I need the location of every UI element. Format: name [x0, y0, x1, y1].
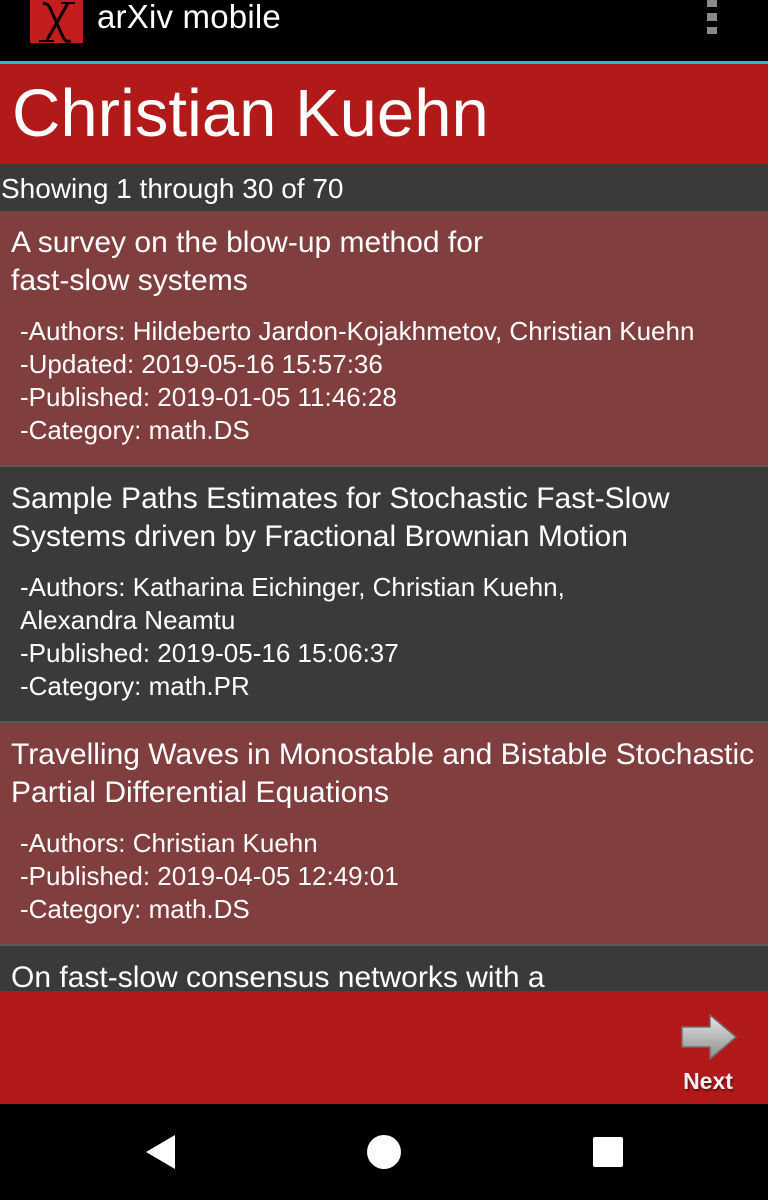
arxiv-x-logo-icon[interactable]: [30, 0, 83, 43]
paper-authors: -Authors: Katharina Eichinger, Christian Kuehn, Alexandra Neamtu: [20, 572, 565, 635]
paper-published: -Published: 2019-04-05 12:49:01: [20, 861, 399, 891]
system-navigation-bar: [0, 1104, 768, 1200]
paper-title[interactable]: A survey on the blow-up method for fast-slow systems: [11, 226, 483, 297]
menu-dot: [707, 0, 717, 7]
paper-authors: -Authors: Hildeberto Jardon-Kojakhmetov, Christian Kuehn: [20, 316, 695, 346]
paper-list-item[interactable]: [0, 211, 768, 467]
paper-category: -Category: math.DS: [20, 894, 250, 924]
paper-title[interactable]: Sample Paths Estimates for Stochastic Fast-Slow Systems driven by Fractional Brownian Motion: [11, 482, 670, 553]
author-name: Christian Kuehn: [12, 76, 489, 151]
result-count: Showing 1 through 30 of 70: [0, 164, 768, 211]
next-label: Next: [683, 1068, 733, 1094]
recents-square-icon[interactable]: [588, 1132, 628, 1172]
paper-metadata: [20, 315, 760, 447]
paper-list-item[interactable]: [0, 946, 768, 991]
paper-category: -Category: math.DS: [20, 415, 250, 445]
menu-dot: [707, 13, 717, 20]
overflow-menu-icon[interactable]: [696, 0, 728, 40]
paper-category: -Category: math.PR: [20, 671, 250, 701]
paper-updated: -Updated: 2019-05-16 15:57:36: [20, 349, 383, 379]
paper-list-item[interactable]: [0, 723, 768, 946]
next-button[interactable]: [668, 1011, 752, 1095]
paper-authors: -Authors: Christian Kuehn: [20, 828, 318, 858]
paper-list-item[interactable]: [0, 467, 768, 723]
paper-metadata: [20, 571, 610, 703]
action-bar: [0, 0, 768, 61]
paper-list[interactable]: [0, 211, 768, 991]
menu-dot: [707, 27, 717, 34]
paper-published: -Published: 2019-05-16 15:06:37: [20, 638, 399, 668]
author-header: [0, 64, 768, 164]
app-title: arXiv mobile: [97, 0, 281, 35]
paper-metadata: [20, 827, 760, 926]
home-circle-icon[interactable]: [364, 1132, 404, 1172]
bottom-toolbar: [0, 991, 768, 1104]
paper-title[interactable]: Travelling Waves in Monostable and Bistable Stochastic Partial Differential Equations: [11, 738, 755, 809]
back-triangle-icon[interactable]: [140, 1132, 180, 1172]
arrow-right-icon: [680, 1013, 738, 1061]
paper-published: -Published: 2019-01-05 11:46:28: [20, 382, 397, 412]
paper-title[interactable]: On fast-slow consensus networks with a: [11, 961, 545, 991]
